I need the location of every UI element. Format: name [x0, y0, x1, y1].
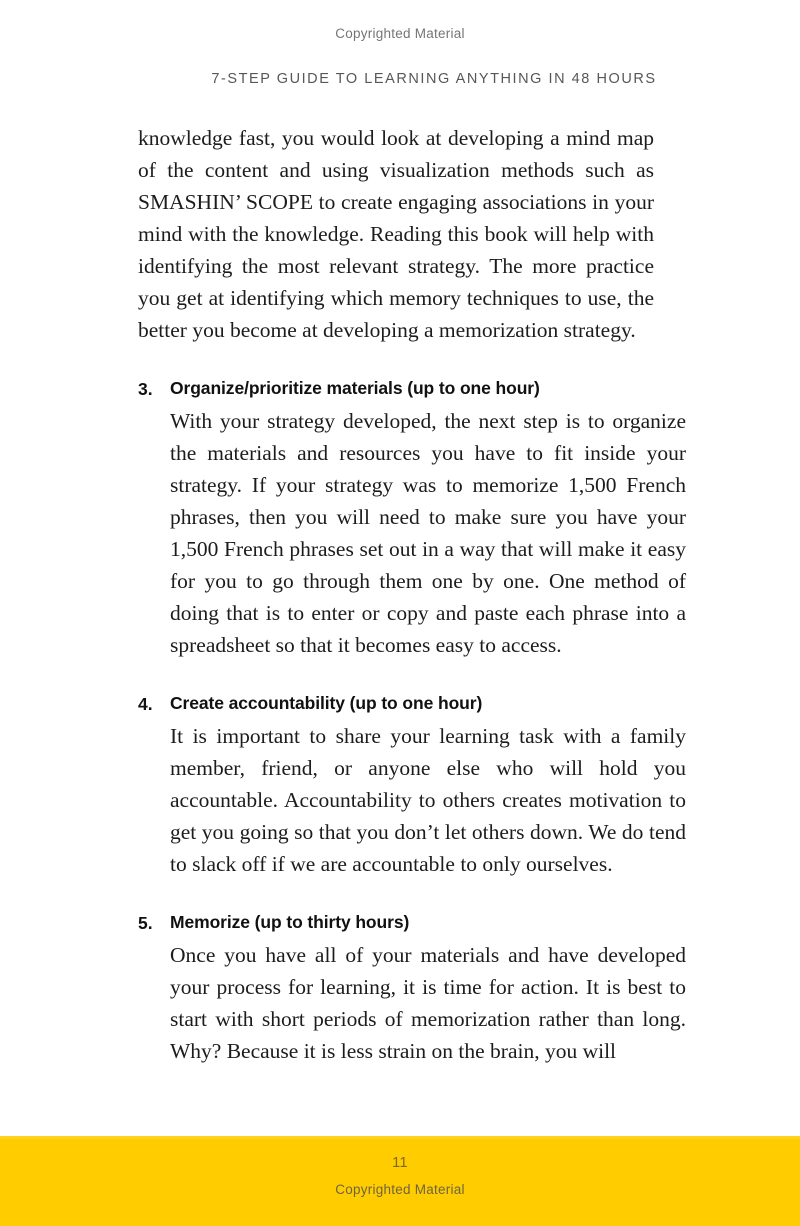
list-item-body: With your strategy developed, the next step is to organize the materials and resources you have to fit inside your strategy. If your strategy was to memorize 1,500 French phrases, then you will need to make sure you have your 1,500 French phrases set out in a way that will make it easy for you to go through them one by one. One method of doing that is to enter or copy and paste each phrase into a spreadsheet so that it becomes easy to access. — [170, 409, 686, 657]
list-item-number: 4. — [138, 694, 153, 714]
page-number: 11 — [392, 1155, 408, 1171]
list-item-number: 5. — [138, 913, 153, 933]
list-item — [138, 692, 686, 880]
list-item-number: 3. — [138, 379, 153, 399]
lead-paragraph: knowledge fast, you would look at developing a mind map of the content and using visualization methods such as SMASHIN’ SCOPE to create engaging associations in your mind with the knowledge. Reading this book will help with identifying the most relevant strategy. The more practice you get at identifying which memory techniques to use, the better you become at developing a memorization strategy. — [138, 126, 654, 342]
list-item — [138, 911, 686, 1067]
running-head: 7-STEP GUIDE TO LEARNING ANYTHING IN 48 HOURS — [211, 71, 657, 87]
list-item-heading: Memorize (up to thirty hours) — [170, 912, 410, 932]
text-column — [138, 122, 686, 1067]
list-item-heading: Organize/prioritize materials (up to one hour) — [170, 378, 540, 398]
list-item-body: It is important to share your learning task with a family member, friend, or anyone else who will hold you accountable. Accountability to others creates motivation to get you going so that you don’t let others down. We do tend to slack off if we are accountable to only ourselves. — [170, 724, 686, 876]
list-item — [138, 377, 686, 661]
top-copyright-watermark: Copyrighted Material — [335, 26, 465, 41]
list-item-heading: Create accountability (up to one hour) — [170, 693, 483, 713]
list-item-body: Once you have all of your materials and have developed your process for learning, it is time for action. It is best to start with short periods of memorization rather than long. Why? Because it is less strain on the brain, you will — [170, 943, 686, 1063]
bottom-copyright-watermark: Copyrighted Material — [335, 1182, 465, 1197]
